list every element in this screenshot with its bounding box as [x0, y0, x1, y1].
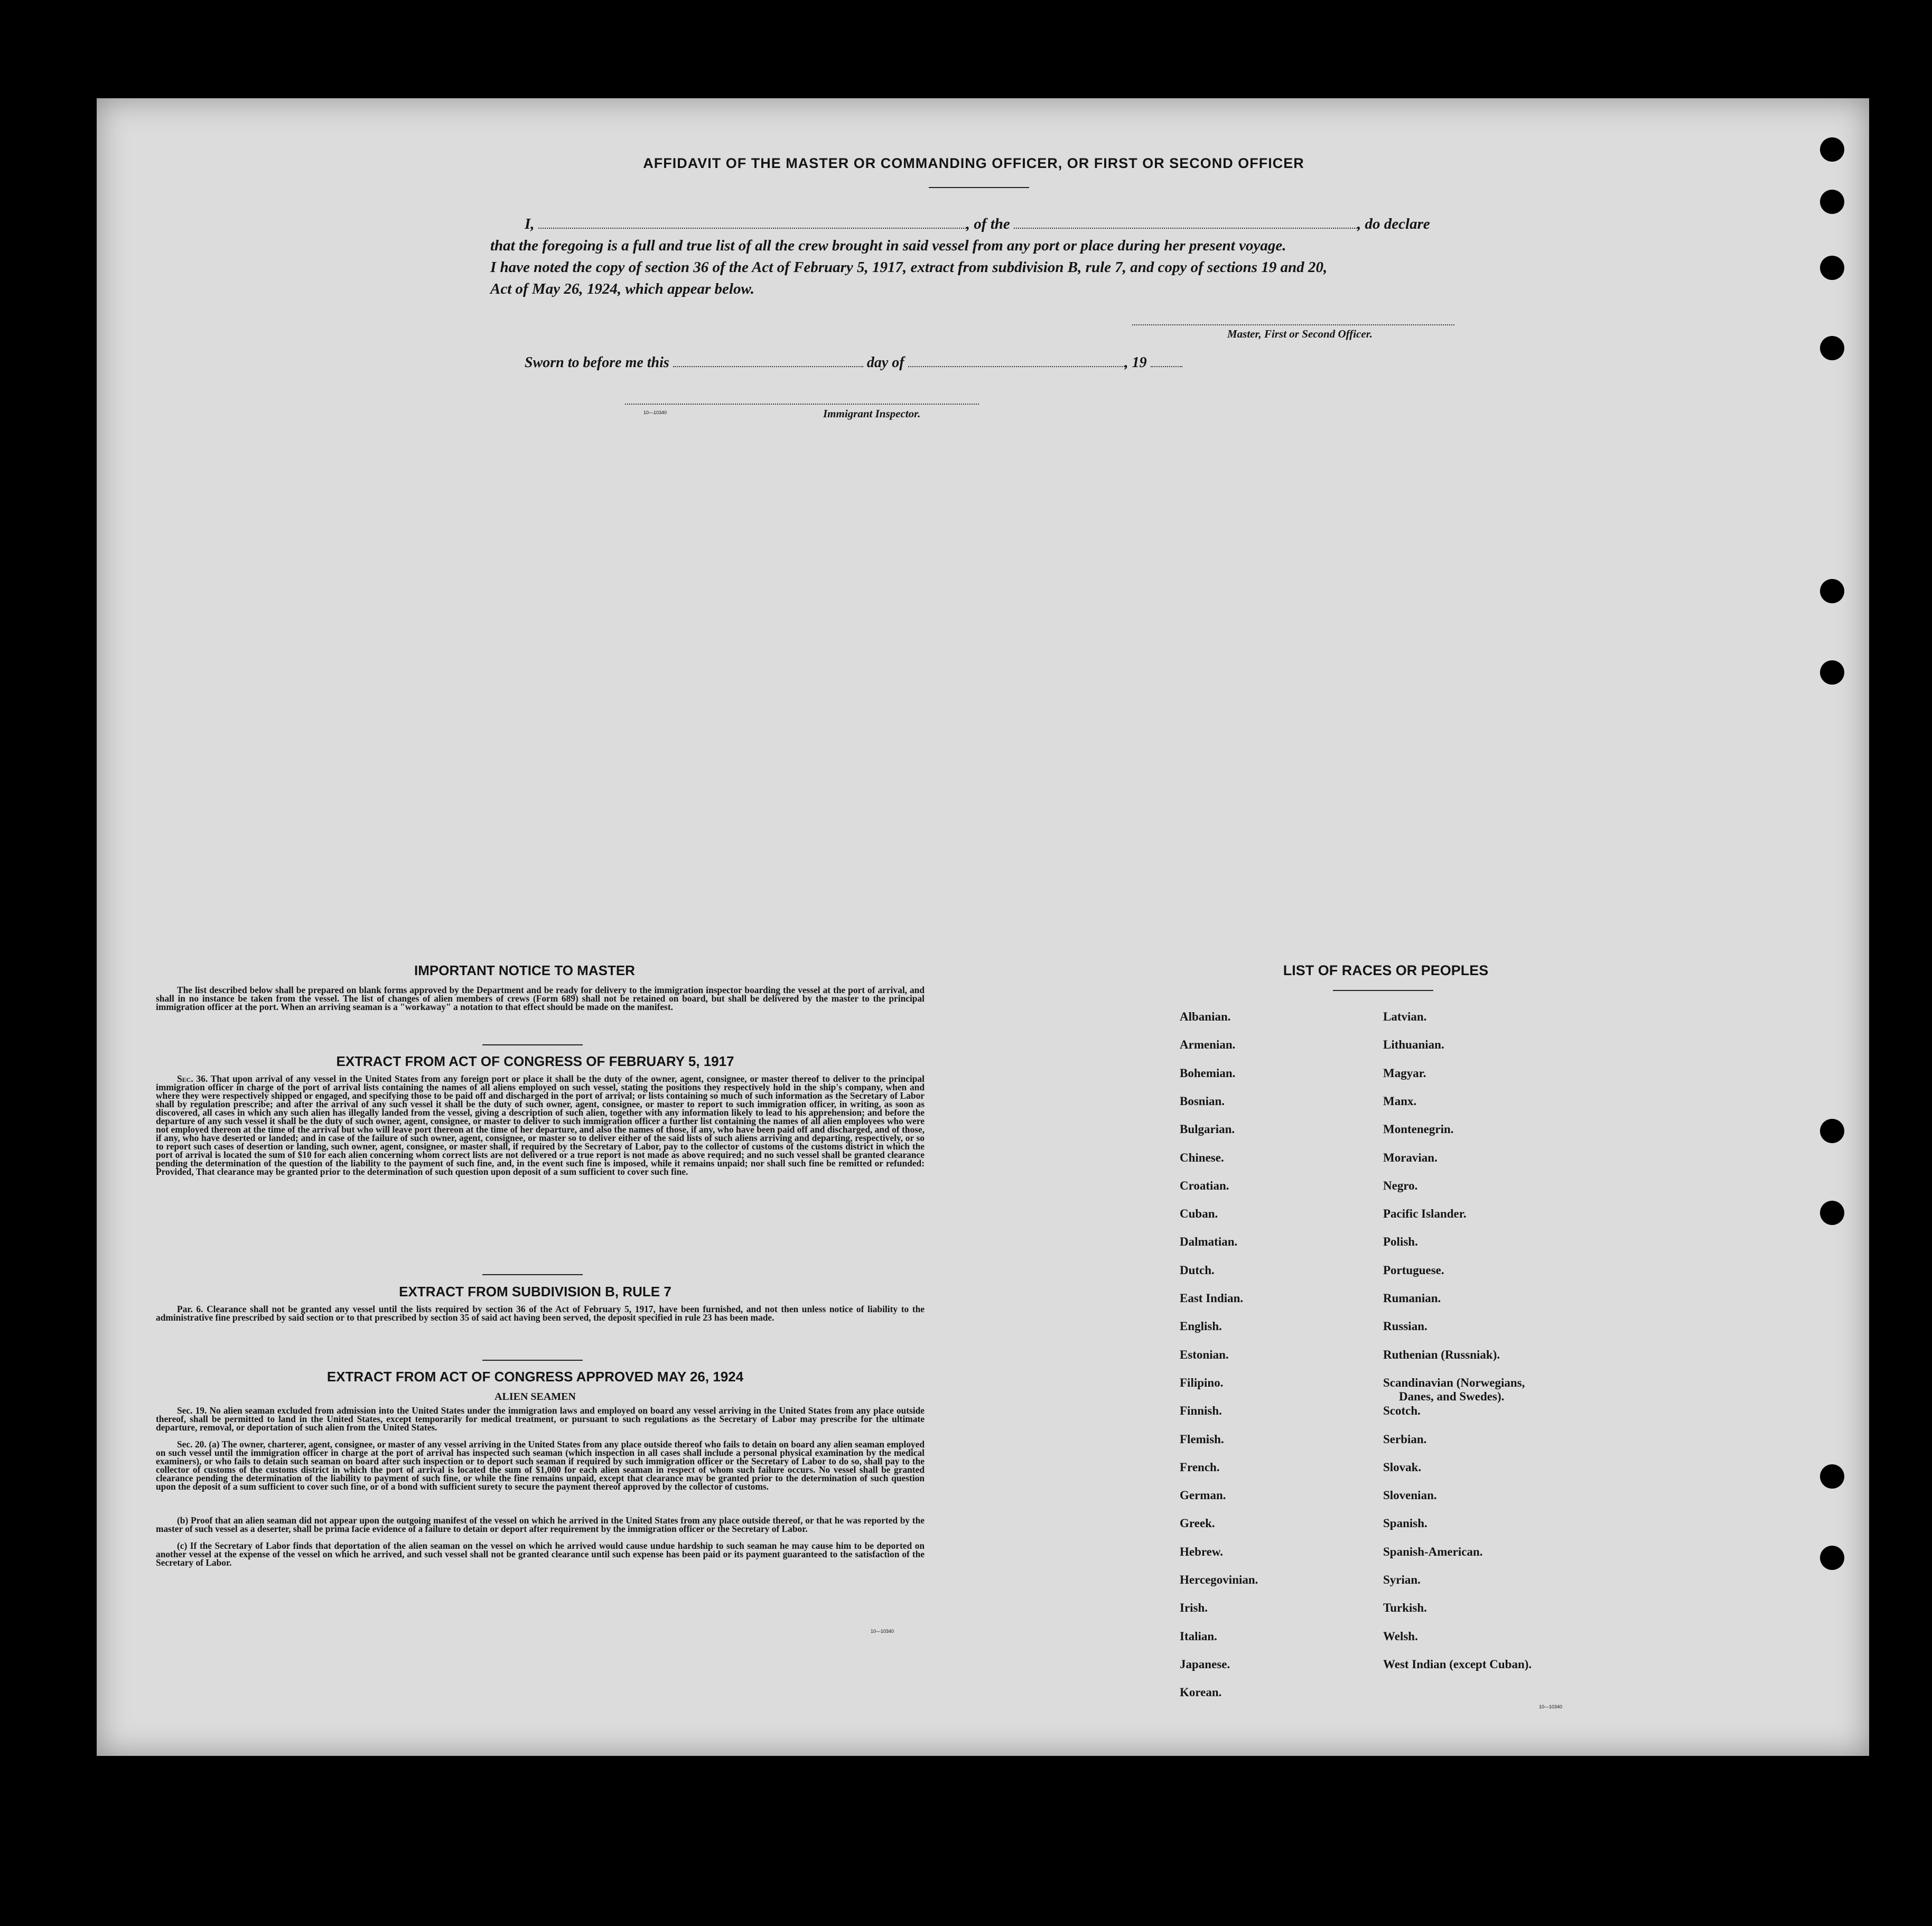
year-prefix: , 19 [1124, 354, 1147, 371]
year-blank[interactable] [1151, 353, 1182, 367]
race-item: Polish. [1383, 1235, 1418, 1249]
race-item: Spanish. [1383, 1517, 1427, 1530]
punch-hole [1820, 256, 1844, 280]
section-divider [482, 1360, 583, 1361]
race-item: Armenian. [1180, 1038, 1236, 1052]
race-item: Flemish. [1180, 1432, 1224, 1446]
race-item: French. [1180, 1460, 1220, 1474]
master-signature-line[interactable] [1132, 324, 1454, 325]
race-item: Slovenian. [1383, 1489, 1437, 1502]
race-item: Magyar. [1383, 1066, 1426, 1080]
race-item: Moravian. [1383, 1151, 1438, 1164]
race-item: Pacific Islander. [1383, 1207, 1467, 1221]
race-item: Finnish. [1180, 1404, 1222, 1418]
sec20c-text: (c) If the Secretary of Labor finds that deportation of the alien seaman on the vessel on which he arrived would cause undue hardship to such seaman he may cause him to be deported on another vessel at the expense of the vessel on which he arrived, and such vessel shall not be granted clearance until such expense has been paid or its payment guaranteed to the satisfaction of the Secretary of Labor. [156, 1540, 925, 1568]
affidavit-line-4: Act of May 26, 1924, which appear below. [490, 281, 754, 297]
sec19-text: Sec. 19. No alien seaman excluded from admission into the United States under the immigration laws and employed on board any vessel arriving in the United States from any place outside thereof, shall be permitted to land in the United States, except temporarily for medical treatment, or pursuant to such regulations as the Secretary of Labor may prescribe for the ultimate departure, removal, or deportation of such alien from the United States. [156, 1405, 925, 1433]
punch-hole [1820, 336, 1844, 360]
sec20b-text: (b) Proof that an alien seaman did not appear upon the outgoing manifest of the vessel on which he arrived in the United States from any place outside thereof, or that he was reported by the master of such vessel as a deserter, shall be prima facie evidence of a failure to detain or deport after requirement by the immigration officer or the Secretary of Labor. [156, 1515, 925, 1534]
race-item: Filipino. [1180, 1376, 1224, 1389]
race-item: Korean. [1180, 1686, 1222, 1699]
subdivision-b-text: Par. 6. Clearance shall not be granted any vessel until the lists required by section 36 of the Act of February 5, 1917, have been furnished, and not then unless notice of liability to the administrative fine prescribed by said section or to that prescribed by section 35 of said act having been served, the deposit specified in rule 23 has been made. [156, 1304, 925, 1323]
race-item: Serbian. [1383, 1432, 1427, 1446]
race-item: Dutch. [1180, 1263, 1215, 1277]
race-item: Irish. [1180, 1601, 1208, 1615]
races-divider [1333, 990, 1433, 991]
extract-1917-text [156, 1074, 925, 1176]
race-item: Greek. [1180, 1517, 1215, 1530]
extract-1924-title: EXTRACT FROM ACT OF CONGRESS APPROVED MAY 26, 1924 [326, 1369, 744, 1385]
race-item: Turkish. [1383, 1601, 1427, 1615]
race-item: Dalmatian. [1180, 1235, 1238, 1249]
race-item: English. [1180, 1320, 1222, 1333]
race-item: Latvian. [1383, 1010, 1427, 1023]
race-item: East Indian. [1180, 1292, 1244, 1305]
section-divider [482, 1274, 583, 1275]
race-item: Syrian. [1383, 1573, 1421, 1586]
affidavit-line-1 [525, 213, 1597, 235]
document-sheet [97, 98, 1869, 1756]
race-item: Japanese. [1180, 1657, 1230, 1671]
race-item: Montenegrin. [1383, 1123, 1454, 1136]
inspector-label: Immigrant Inspector. [823, 407, 921, 420]
race-item: Rumanian. [1383, 1292, 1441, 1305]
race-item: Italian. [1180, 1629, 1217, 1643]
race-item: Albanian. [1180, 1010, 1231, 1023]
inspector-signature-line[interactable] [625, 404, 979, 405]
race-item: German. [1180, 1489, 1226, 1502]
sworn-text: Sworn to before me this [525, 354, 669, 371]
sworn-line [525, 352, 1370, 373]
extract-1924-subtitle: ALIEN SEAMEN [494, 1391, 576, 1403]
punch-hole [1820, 137, 1844, 162]
race-item: Russian. [1383, 1320, 1427, 1333]
race-item: Hercegovinian. [1180, 1573, 1258, 1586]
race-item: Chinese. [1180, 1151, 1224, 1164]
race-item: Cuban. [1180, 1207, 1218, 1221]
race-item: Portuguese. [1383, 1263, 1444, 1277]
punch-hole [1820, 579, 1844, 603]
subdivision-b-title: EXTRACT FROM SUBDIVISION B, RULE 7 [399, 1284, 671, 1299]
affidavit-line-2: that the foregoing is a full and true list of all the crew brought in said vessel from any port or place during her present voyage. [490, 237, 1286, 254]
punch-hole [1820, 190, 1844, 214]
affidavit-declare: , do declare [1357, 216, 1430, 232]
sworn-date-blank[interactable] [673, 353, 863, 367]
form-number: 10—10340 [643, 410, 667, 415]
race-item: Hebrew. [1180, 1545, 1223, 1558]
race-item: Estonian. [1180, 1348, 1229, 1361]
race-item: Scandinavian (Norwegians, [1383, 1376, 1525, 1389]
race-item: Lithuanian. [1383, 1038, 1444, 1052]
race-item: Bulgarian. [1180, 1123, 1235, 1136]
title-divider [929, 187, 1029, 188]
punch-hole [1820, 1464, 1844, 1489]
punch-hole [1820, 1546, 1844, 1570]
races-title: LIST OF RACES OR PEOPLES [1283, 962, 1489, 978]
affidavit-title: AFFIDAVIT OF THE MASTER OR COMMANDING OFFICER, OR FIRST OR SECOND OFFICER [643, 155, 1304, 171]
affidavit-i: I, [525, 216, 535, 232]
race-item: Bosnian. [1180, 1094, 1225, 1108]
race-item: Danes, and Swedes). [1399, 1389, 1505, 1403]
master-signature-label: Master, First or Second Officer. [1227, 328, 1373, 340]
notice-text: The list described below shall be prepared on blank forms approved by the Department and be ready for delivery to the immigration inspector boarding the vessel at the port of arrival, and shall in no instance be taken from the vessel. The list of changes of alien members of crews (Form 689) shall not be retained on board, but shall be delivered by the master to the principal immigration officer at the port. When an arriving seaman is a "workaway" a notation to that effect should be made on the manifest. [156, 985, 925, 1012]
race-item: Manx. [1383, 1094, 1417, 1108]
sec36-label: Sec. 36. [177, 1073, 208, 1084]
notice-title: IMPORTANT NOTICE TO MASTER [414, 962, 635, 978]
section-divider [482, 1044, 583, 1045]
punch-hole [1820, 660, 1844, 685]
race-item: Slovak. [1383, 1460, 1422, 1474]
race-item: Spanish-American. [1383, 1545, 1483, 1558]
form-number: 10—10340 [1539, 1704, 1563, 1709]
punch-hole [1820, 1119, 1844, 1143]
race-item: West Indian (except Cuban). [1383, 1657, 1532, 1671]
extract-1917-title: EXTRACT FROM ACT OF CONGRESS OF FEBRUARY 5, 1917 [336, 1053, 734, 1069]
month-blank[interactable] [908, 353, 1125, 367]
race-item: Negro. [1383, 1179, 1418, 1192]
race-item: Ruthenian (Russniak). [1383, 1348, 1500, 1361]
name-blank[interactable] [538, 215, 966, 229]
race-item: Welsh. [1383, 1629, 1418, 1643]
sec36-body: That upon arrival of any vessel in the United States from any foreign port or place it shall be the duty of the owner, agent, consignee, or master thereof to deliver to the principal immigration officer in charge of the port of arrival lists containing the names of all aliens employed on such vessel, stating the positions they respectively hold in the ship's company, when and where they were respectively shipped or engaged, and specifying those to be paid off and discharged in the port of arrival; or lists containing so much of such information as the Secretary of Labor shall by regulation prescribe; and after the arrival of any such vessel it shall be the duty of such owner, agent, consignee, or master to report to such immigration officer, in writing, as soon as discovered, all cases in which any such alien has illegally landed from the vessel, giving a description of such alien, together with any information likely to lead to his apprehension; and before the departure of any such vessel it shall be the duty of such owner, agent, consignee, or master to deliver to such immigration officer a further list containing the names of all alien employees who were not employed thereon at the time of the arrival but who will leave port thereon at the time of her departure, and also the names of those, if any, who have been paid off and discharged, and of those, if any, who have deserted or landed; and in case of the failure of such owner, agent, consignee, or master so to deliver either of the said lists of such aliens arriving and departing, respectively, or so to report such cases of desertion or landing, such owner, agent, consignee, or master shall, if required by the Secretary of Labor, pay to the collector of customs of the customs district in which the port of arrival is located the sum of $10 for each alien concerning whom correct lists are not delivered or a true report is not made as above required; and no such vessel shall be granted clearance pending the determination of the question of the liability to the payment of such fine, and, in the event such fine is imposed, while it remains unpaid; nor shall such fine be remitted or refunded: Provided, That clearance may be granted prior to the determination of such question upon deposit of a sum sufficient to cover such fine. [156, 1073, 925, 1177]
sec20a-text: Sec. 20. (a) The owner, charterer, agent, consignee, or master of any vessel arriving in the United States from any place outside thereof who fails to detain on board any alien seaman employed on such vessel until the immigration officer in charge at the port of arrival has inspected such seaman (which inspection in all cases shall include a personal physical examination by the medical examiners), or who fails to detain such seaman on board after such inspection or to deport such seaman if required by such immigration officer or the Secretary of Labor to do so, shall pay to the collector of customs of the customs district in which the port of arrival is located the sum of $1,000 for each alien seaman in respect of whom such failure occurs. No vessel shall be granted clearance pending the determination of the liability to payment of such fine, or while the fine remains unpaid, except that clearance may be granted prior to the determination of such question upon the deposit of a sum sufficient to cover such fine, or of a bond with sufficient surety to secure the payment thereof approved by the collector of customs. [156, 1439, 925, 1492]
race-item: Croatian. [1180, 1179, 1229, 1192]
affidavit-of-the: , of the [966, 216, 1010, 232]
form-number: 10—10340 [871, 1629, 894, 1634]
race-item: Bohemian. [1180, 1066, 1236, 1080]
punch-hole [1820, 1201, 1844, 1225]
vessel-blank[interactable] [1014, 215, 1357, 229]
day-of-text: day of [866, 354, 904, 371]
race-item: Scotch. [1383, 1404, 1421, 1418]
affidavit-line-3: I have noted the copy of section 36 of the Act of February 5, 1917, extract from subdivision B, rule 7, and copy of sections 19 and 20, [490, 259, 1328, 276]
